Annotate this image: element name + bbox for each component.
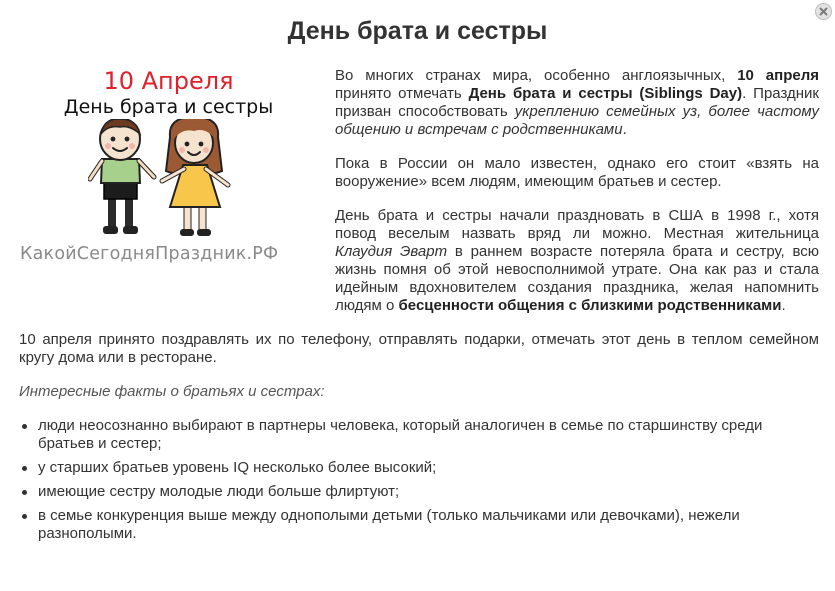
text-run: в раннем возрасте потеряла брата и сестру, всю жизнь помня об этой невосполнимой утрате. Она как раз и стала идейным вдохновителем создания праздника, желая напомнить людям о [335,243,820,314]
text-run: принято отмечать [335,85,469,102]
list-item: люди неосознанно выбирают в партнеры человека, который аналогичен в семье по старшинству среди братьев и сестер; [19,417,819,453]
page-title: День брата и сестры [287,17,548,45]
text-run: . Праздник призван способствовать [335,85,819,120]
image-float-spacer [19,67,335,301]
facts-list [19,417,819,543]
facts-heading: Интересные факты о братьях и сестрах: [19,383,325,400]
list-item: у старших братьев уровень IQ несколько более высокий; [19,459,819,477]
emphasis-bold: День брата и сестры (Siblings Day) [468,85,743,102]
emphasis-italic: укреплению семейных уз, более частому общению и встречам с родственниками [335,103,819,138]
text-run: Во многих странах мира, особенно англоязычных, [335,67,738,84]
bullet-icon [22,490,27,495]
emphasis-italic: Клаудия Эварт [335,243,448,260]
promo-date: 10 Апреля [103,67,234,95]
article-paragraph-4: 10 апреля принято поздравлять их по телефону, отправлять подарки, отмечать этот день в теплом семейном кругу дома или в ресторане. [19,331,819,366]
text-run: . [622,121,627,138]
article-body [19,67,819,549]
promo-subtitle: День брата и сестры [63,96,274,118]
bullet-icon [22,424,27,429]
emphasis-bold: 10 апреля [737,67,819,84]
bullet-icon [22,466,27,471]
list-item: имеющие сестру молодые люди больше флиртуют; [19,483,819,501]
text-run: . [781,297,786,314]
bullet-icon [22,514,27,519]
emphasis-bold: бесценности общения с близкими родственниками [398,297,782,314]
promo-site-watermark: КакойСегодняПраздник.РФ [20,244,279,264]
list-item: в семье конкуренция выше между однополыми детьми (только мальчиками или девочками), нежели разнополыми. [19,507,819,543]
article-paragraph-2: Пока в России он мало известен, однако его стоит «взять на вооружение» всем людям, имеющим братьев и сестер. [335,155,819,190]
text-run: День брата и сестры начали праздновать в США в 1998 г., хотя повод веселым назвать вряд ли можно. Местная жительница [335,207,819,242]
